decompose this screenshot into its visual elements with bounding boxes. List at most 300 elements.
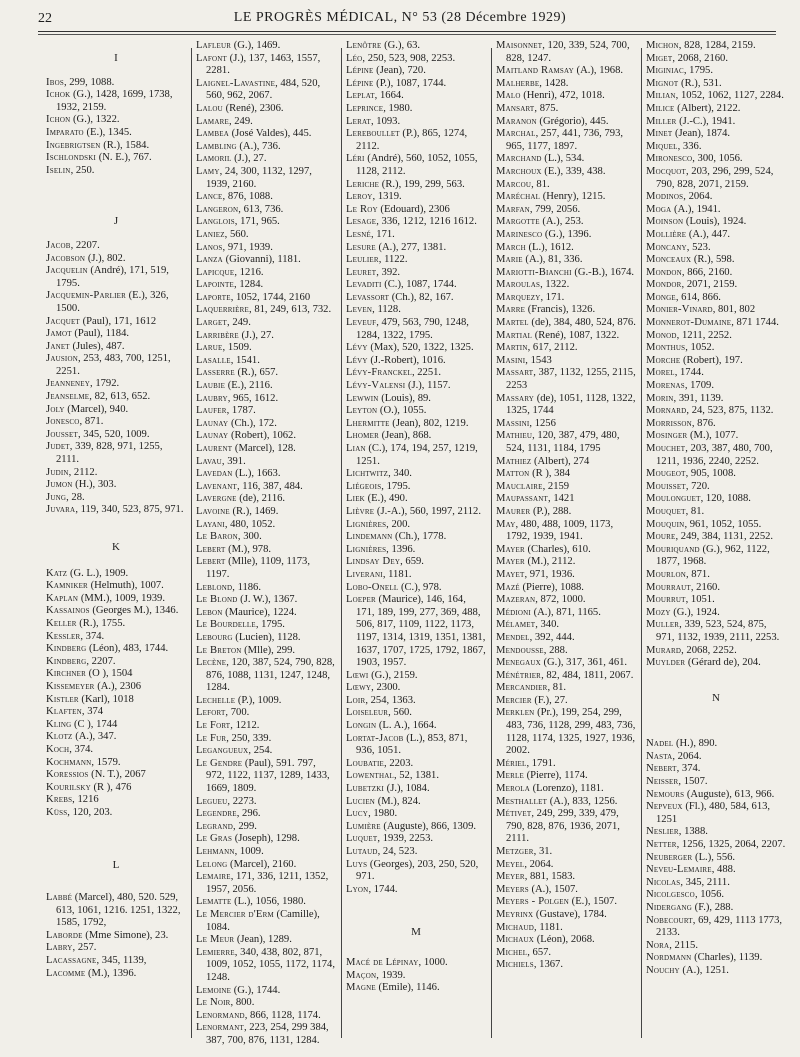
- index-entry: [196, 304, 336, 317]
- entry-name: Nouchy: [646, 964, 680, 976]
- entry-refs: , 249, 299, 339, 479, 790, 828, 876, 1936, 2071, 2111.: [506, 808, 620, 845]
- entry-refs: (L.), 534.: [541, 153, 585, 165]
- index-entry: [346, 833, 486, 846]
- index-entry: [496, 556, 636, 569]
- entry-refs: , 971, 1939.: [222, 241, 273, 253]
- entry-refs: , 560.: [224, 228, 249, 240]
- index-entry: [496, 191, 636, 204]
- entry-name: Meyers: [496, 883, 529, 895]
- index-entry: [346, 204, 486, 217]
- entry-name: Nora: [646, 939, 670, 951]
- entry-refs: , 1051.: [685, 594, 715, 606]
- entry-name: Mayer: [496, 556, 525, 568]
- entry-name: Laufer: [196, 405, 227, 417]
- entry-refs: , 203, 387, 480, 700, 1211, 1936, 2240, 2252.: [656, 443, 773, 467]
- section-letter: J: [113, 215, 119, 228]
- entry-name: Lasserre: [196, 367, 235, 379]
- entry-name: Milice: [646, 102, 675, 114]
- index-entry: [496, 884, 636, 897]
- index-entry: [646, 776, 786, 789]
- entry-name: Lesage: [346, 216, 377, 228]
- index-entry: [346, 720, 486, 733]
- index-entry: [346, 506, 486, 519]
- index-columns: [38, 40, 786, 1050]
- entry-name: Jonesco: [46, 416, 80, 428]
- entry-refs: (L. A.), 1664.: [376, 720, 437, 732]
- entry-name: Laurent: [196, 443, 233, 454]
- index-entry: [496, 682, 636, 695]
- entry-refs: , 391.: [221, 455, 246, 467]
- entry-refs: , 171, 336, 1211, 1352, 1957, 2056.: [206, 871, 329, 895]
- index-entry: [646, 53, 786, 66]
- entry-refs: , 523.: [686, 241, 711, 253]
- entry-name: Juvara: [46, 504, 76, 516]
- index-entry: [496, 216, 636, 229]
- entry-refs: (R ), 476: [90, 781, 132, 793]
- index-entry: [46, 719, 186, 732]
- entry-name: Marchand: [496, 153, 542, 165]
- entry-refs: (Maurice), 146, 164, 171, 189, 199, 277, 369, 488, 506, 817, 1109, 1122, 1173, 1197, 1314, 1319, 1351, 1381, 1637, 1707, 1725, 1792, 1867, 1903, 1957.: [356, 594, 486, 669]
- entry-name: Monceaux: [646, 254, 692, 266]
- entry-refs: , 488.: [711, 864, 736, 876]
- index-entry: [46, 930, 186, 943]
- entry-refs: (R.), 199, 299, 563.: [379, 178, 465, 190]
- entry-refs: (P.), 1087, 1744.: [373, 77, 447, 89]
- entry-refs: , 296.: [236, 808, 261, 820]
- entry-name: Meyers - Polgen: [496, 896, 570, 908]
- index-entry: [346, 859, 486, 884]
- entry-name: Kourilsky: [46, 781, 91, 793]
- entry-refs: , 2273.: [227, 795, 257, 807]
- entry-refs: , 120, 1088.: [700, 493, 751, 505]
- entry-name: Jausion: [46, 353, 78, 365]
- entry-refs: (Emile), 1146.: [375, 982, 440, 994]
- entry-refs: (P.), 865, 1274, 2112.: [356, 128, 468, 152]
- index-entry: [646, 279, 786, 292]
- entry-refs: , 1396.: [386, 543, 416, 555]
- index-entry: [346, 770, 486, 783]
- index-entry: [646, 216, 786, 229]
- entry-refs: , 250.: [70, 164, 95, 176]
- entry-refs: (Jean), 1289.: [234, 934, 292, 946]
- entry-refs: , 965, 1612.: [227, 392, 279, 404]
- index-entry: [496, 619, 636, 632]
- index-entry: [496, 304, 636, 317]
- entry-name: Launay: [196, 417, 229, 429]
- entry-name: Legueu: [196, 795, 228, 807]
- index-entry: [496, 871, 636, 884]
- entry-name: Lafleur: [196, 40, 232, 51]
- entry-name: Menegaux: [496, 657, 541, 669]
- entry-refs: (C.), 978.: [398, 581, 442, 593]
- index-entry: [496, 695, 636, 708]
- entry-name: Minet: [646, 128, 673, 140]
- entry-refs: , 2251.: [411, 367, 442, 379]
- index-entry: [46, 892, 186, 930]
- entry-name: Judin: [46, 466, 69, 478]
- entry-name: Loeper: [346, 594, 376, 606]
- index-entry: [196, 808, 336, 821]
- index-entry: [346, 418, 486, 431]
- entry-name: May: [496, 518, 516, 530]
- entry-name: Morin: [646, 392, 674, 404]
- entry-refs: , 28.: [66, 491, 85, 503]
- spacer: [46, 228, 186, 240]
- entry-name: Meyer: [496, 871, 525, 883]
- entry-refs: , 120, 203.: [67, 806, 113, 818]
- index-entry: [346, 380, 486, 393]
- entry-refs: , 82, 613, 652.: [89, 391, 151, 403]
- entry-refs: , 1939.: [376, 969, 406, 981]
- entry-name: Moinson: [646, 216, 684, 228]
- entry-name: Jung: [46, 491, 67, 503]
- index-entry: [496, 254, 636, 267]
- entry-refs: (Max), 520, 1322, 1325.: [367, 342, 474, 354]
- entry-name: Lesné: [346, 228, 371, 240]
- index-entry: [346, 594, 486, 670]
- index-entry: [646, 657, 786, 670]
- entry-name: Lépine: [346, 77, 374, 89]
- index-entry: [46, 643, 186, 656]
- index-entry: [196, 153, 336, 166]
- index-entry: [46, 694, 186, 707]
- entry-refs: (Jean), 868.: [378, 430, 432, 442]
- entry-refs: , 1128.: [372, 304, 401, 316]
- entry-name: Nobecourt: [646, 914, 693, 926]
- entry-name: Maçon: [346, 969, 377, 981]
- index-entry: [46, 479, 186, 492]
- entry-refs: , 1212.: [230, 720, 260, 732]
- index-entry: [646, 191, 786, 204]
- index-entry: [646, 763, 786, 776]
- index-entry: [646, 619, 786, 644]
- entry-refs: (A.), 447.: [686, 228, 731, 240]
- entry-name: Kindberg: [46, 655, 87, 667]
- entry-name: Ichok: [46, 89, 71, 101]
- index-entry: [496, 922, 636, 935]
- index-entry: [196, 468, 336, 481]
- entry-name: Lambea: [196, 128, 229, 140]
- entry-refs: (C.), 174, 194, 257, 1219, 1251.: [356, 443, 478, 467]
- entry-refs: (E.), 326, 1500.: [56, 290, 169, 314]
- entry-refs: (J.), 1084.: [384, 783, 430, 795]
- entry-refs: (R.), 1469.: [229, 505, 279, 517]
- entry-name: Lenormand: [196, 1009, 245, 1021]
- entry-name: Mignot: [646, 77, 679, 89]
- index-entry: [196, 141, 336, 154]
- entry-name: Lasalle: [196, 354, 231, 366]
- index-entry: [646, 952, 786, 965]
- entry-refs: , 479, 563, 790, 1248, 1284, 1322, 1795.: [356, 317, 469, 341]
- entry-name: Lehmann: [196, 846, 235, 857]
- index-entry: [46, 316, 186, 329]
- index-entry: [196, 745, 336, 758]
- index-entry: [646, 418, 786, 431]
- entry-refs: , 374.: [80, 630, 105, 642]
- entry-refs: (A.), 2306: [94, 680, 142, 692]
- spacer: [46, 517, 186, 541]
- entry-refs: (R.), 657.: [234, 367, 279, 379]
- entry-name: Mougeot: [646, 468, 686, 480]
- entry-name: Le Meur: [196, 934, 235, 946]
- entry-name: Le Bourdelle: [196, 619, 256, 631]
- entry-name: Laborde: [46, 929, 83, 941]
- entry-name: Jacobson: [46, 252, 86, 264]
- entry-refs: , 617, 2112.: [527, 342, 578, 354]
- entry-refs: , 340.: [388, 468, 412, 480]
- entry-name: Kistler: [46, 693, 79, 705]
- index-entry: [496, 103, 636, 116]
- entry-refs: , 871.: [686, 568, 710, 580]
- index-entry: [196, 405, 336, 418]
- entry-name: Laporte: [196, 291, 231, 303]
- index-entry: [46, 265, 186, 290]
- index-entry: [496, 783, 636, 796]
- entry-name: Launay: [196, 430, 229, 442]
- entry-refs: , 254.: [248, 745, 273, 757]
- index-entry: [196, 191, 336, 204]
- entry-refs: (André), 560, 1052, 1055, 1128, 2112.: [356, 153, 478, 177]
- index-entry: [646, 738, 786, 751]
- entry-refs: , 345, 2111.: [680, 876, 730, 888]
- entry-refs: , 1980.: [383, 102, 413, 114]
- index-entry: [196, 947, 336, 985]
- entry-refs: (R.), 1755.: [76, 617, 126, 629]
- entry-name: Jacquemin-Parlier: [46, 290, 126, 302]
- column-rule: [641, 48, 642, 1038]
- entry-refs: , 254, 1363.: [365, 694, 416, 706]
- index-entry: [46, 568, 186, 581]
- entry-name: Lubetzki: [346, 783, 385, 795]
- entry-name: Nicolas: [646, 876, 681, 888]
- entry-name: Lerat: [346, 115, 371, 127]
- index-entry: [646, 330, 786, 343]
- entry-refs: (J.), 27.: [238, 329, 274, 341]
- index-entry: [496, 355, 636, 368]
- index-entry: [346, 229, 486, 242]
- entry-refs: , 387, 1132, 1255, 2115, 2253: [506, 367, 636, 392]
- entry-name: Laubie: [196, 380, 226, 392]
- index-entry: [46, 127, 186, 140]
- index-entry: [346, 317, 486, 342]
- page-header: [28, 10, 772, 30]
- index-entry: [496, 342, 636, 355]
- entry-name: Levassort: [346, 291, 390, 303]
- entry-refs: (G.), 1428, 1699, 1738, 1932, 2159.: [56, 89, 173, 113]
- index-column-4: [496, 40, 636, 1040]
- entry-refs: , 223, 254, 299 384, 387, 700, 876, 1131, 1284.: [206, 1022, 329, 1046]
- index-entry: [346, 116, 486, 129]
- index-entry: [646, 544, 786, 569]
- entry-name: Lesure: [346, 241, 376, 253]
- entry-name: Jacquelin: [46, 265, 88, 277]
- entry-name: Mélamet: [496, 619, 536, 631]
- entry-refs: (Paul), 1184.: [71, 328, 130, 340]
- entry-name: Luquet: [346, 833, 378, 845]
- entry-refs: , 2159: [542, 480, 570, 492]
- entry-refs: (A.), 833, 1256.: [547, 795, 618, 807]
- index-entry: [646, 380, 786, 393]
- entry-refs: , 480, 488, 1009, 1173, 1792, 1939, 1941.: [506, 518, 614, 543]
- header-rule: [38, 31, 776, 32]
- entry-refs: (Jean), 1874.: [672, 128, 731, 140]
- entry-name: Mornard: [646, 405, 687, 417]
- entry-refs: , 1216.: [234, 266, 264, 278]
- entry-name: Langlois: [196, 216, 235, 228]
- entry-name: Mansart: [496, 102, 535, 114]
- entry-name: Iselin: [46, 164, 71, 176]
- entry-refs: , 288.: [543, 644, 568, 656]
- entry-name: Morche: [646, 354, 681, 366]
- entry-name: Léri: [346, 153, 365, 165]
- entry-refs: (Georges), 203, 250, 520, 971.: [356, 858, 479, 883]
- index-entry: [646, 789, 786, 802]
- index-entry: [46, 668, 186, 681]
- entry-name: Mayet: [496, 568, 525, 580]
- entry-name: Klaften: [46, 706, 82, 718]
- entry-refs: (P.), 288.: [530, 505, 572, 517]
- index-column-3: [346, 40, 486, 1040]
- spacer: [46, 65, 186, 77]
- index-entry: [46, 631, 186, 644]
- entry-refs: (E.), 1507.: [569, 896, 617, 908]
- entry-name: Lemaire: [196, 871, 231, 883]
- index-entry: [196, 796, 336, 809]
- index-entry: [646, 569, 786, 582]
- entry-refs: (Edouard), 2306: [377, 203, 450, 215]
- index-entry: [196, 707, 336, 720]
- entry-refs: , 1795.: [683, 65, 713, 77]
- index-entry: [646, 430, 786, 443]
- entry-refs: (M.), 1077.: [687, 430, 739, 442]
- entry-name: Mariotti-Bianchi: [496, 266, 572, 278]
- entry-name: Labry: [46, 942, 73, 954]
- entry-refs: (A.), 871, 1165.: [530, 606, 601, 618]
- index-entry: [646, 915, 786, 940]
- index-entry: [196, 204, 336, 217]
- entry-name: Lanza: [196, 254, 223, 266]
- entry-name: Larribère: [196, 329, 239, 341]
- entry-name: Maisonnet: [496, 40, 543, 51]
- entry-name: Kamniker: [46, 580, 88, 592]
- index-entry: [196, 758, 336, 796]
- entry-name: Kling: [46, 718, 72, 730]
- entry-name: Neveu-Lemaire: [646, 864, 712, 876]
- entry-refs: , 24, 523, 875, 1132.: [686, 405, 774, 417]
- entry-refs: , 24, 523.: [377, 846, 418, 857]
- entry-name: Lutaud: [346, 846, 378, 857]
- entry-name: Martel: [496, 317, 529, 329]
- entry-name: Ménétrier: [496, 669, 542, 681]
- entry-refs: (Henry), 1215.: [540, 191, 606, 203]
- entry-refs: (Paul), 591. 797, 972, 1122, 1137, 1289, 1433, 1669, 1809.: [206, 757, 330, 795]
- entry-refs: (Gérard de), 204.: [685, 657, 761, 669]
- index-entry: [196, 645, 336, 658]
- entry-name: Nasta: [646, 750, 673, 762]
- entry-name: Miginiac: [646, 65, 684, 77]
- entry-name: Marie: [496, 254, 523, 266]
- entry-name: Monier-Vinard: [646, 304, 713, 316]
- entry-refs: , 24, 300, 1132, 1297, 1939, 2160.: [206, 165, 312, 190]
- index-entry: [646, 141, 786, 154]
- entry-refs: (J.), 137, 1463, 1557, 2281.: [206, 52, 321, 77]
- entry-refs: , 1664.: [374, 90, 404, 102]
- index-entry: [46, 942, 186, 955]
- index-entry: [646, 751, 786, 764]
- entry-name: Martin: [496, 342, 528, 354]
- index-entry: [646, 645, 786, 658]
- entry-name: Le Blond: [196, 594, 238, 606]
- entry-name: Leplat: [346, 90, 375, 102]
- index-entry: [346, 65, 486, 78]
- index-entry: [496, 242, 636, 255]
- index-entry: [196, 720, 336, 733]
- index-entry: [646, 166, 786, 191]
- entry-name: Le Gras: [196, 833, 233, 845]
- entry-refs: (G.), 1924.: [670, 606, 720, 618]
- index-entry: [196, 733, 336, 746]
- entry-refs: , 801, 802: [712, 304, 756, 316]
- entry-refs: , 1509.: [222, 342, 252, 354]
- entry-refs: , 1744.: [674, 367, 704, 379]
- index-entry: [496, 758, 636, 771]
- entry-name: Le Noir: [196, 997, 231, 1009]
- entry-name: Marcou: [496, 178, 532, 190]
- index-entry: [346, 493, 486, 506]
- index-entry: [496, 569, 636, 582]
- entry-name: Neuberger: [646, 851, 693, 863]
- entry-name: Kochmann: [46, 756, 92, 768]
- index-column-5: [646, 40, 786, 1040]
- entry-refs: , 2071, 2159.: [681, 279, 738, 291]
- index-entry: [46, 165, 186, 178]
- spacer: [46, 872, 186, 892]
- index-entry: [196, 330, 336, 343]
- entry-name: Marre: [496, 304, 526, 316]
- entry-name: Küss: [46, 806, 68, 818]
- index-entry: [646, 852, 786, 865]
- entry-name: Muller: [646, 619, 680, 631]
- entry-refs: , 1939, 2253.: [377, 833, 434, 845]
- entry-name: Maranon: [496, 115, 537, 127]
- entry-name: Lebon: [196, 606, 223, 618]
- entry-refs: , 1319.: [372, 191, 402, 203]
- entry-refs: , 2300.: [371, 682, 401, 694]
- index-entry: [346, 292, 486, 305]
- column-rule: [341, 48, 342, 1038]
- index-entry: [196, 607, 336, 620]
- entry-name: Kessler: [46, 630, 81, 642]
- entry-name: Lambling: [196, 140, 237, 152]
- index-entry: [196, 619, 336, 632]
- entry-name: Longin: [346, 720, 377, 732]
- index-entry: [46, 605, 186, 618]
- entry-name: Mourraut: [646, 581, 691, 593]
- entry-refs: , 340, 438, 802, 871, 1009, 1052, 1055, 1172, 1174, 1248.: [206, 946, 335, 983]
- entry-name: Lecène: [196, 657, 227, 669]
- entry-name: Lemoine: [196, 984, 232, 996]
- entry-name: Layani: [196, 518, 225, 530]
- entry-name: Kirchner: [46, 668, 86, 680]
- index-entry: [196, 896, 336, 909]
- entry-refs: (J.-C.), 1941.: [676, 115, 736, 127]
- entry-refs: (A.), 1941.: [671, 203, 721, 215]
- entry-refs: , 657.: [527, 946, 552, 958]
- entry-refs: (Pr.), 199, 254, 299, 483, 736, 1128, 299, 483, 736, 1128, 1174, 1325, 1927, 1936, 2002.: [506, 707, 636, 757]
- entry-refs: (G.), 317, 361, 461.: [540, 657, 628, 669]
- entry-name: Nordmann: [646, 952, 692, 964]
- entry-refs: , 1000.: [418, 956, 448, 968]
